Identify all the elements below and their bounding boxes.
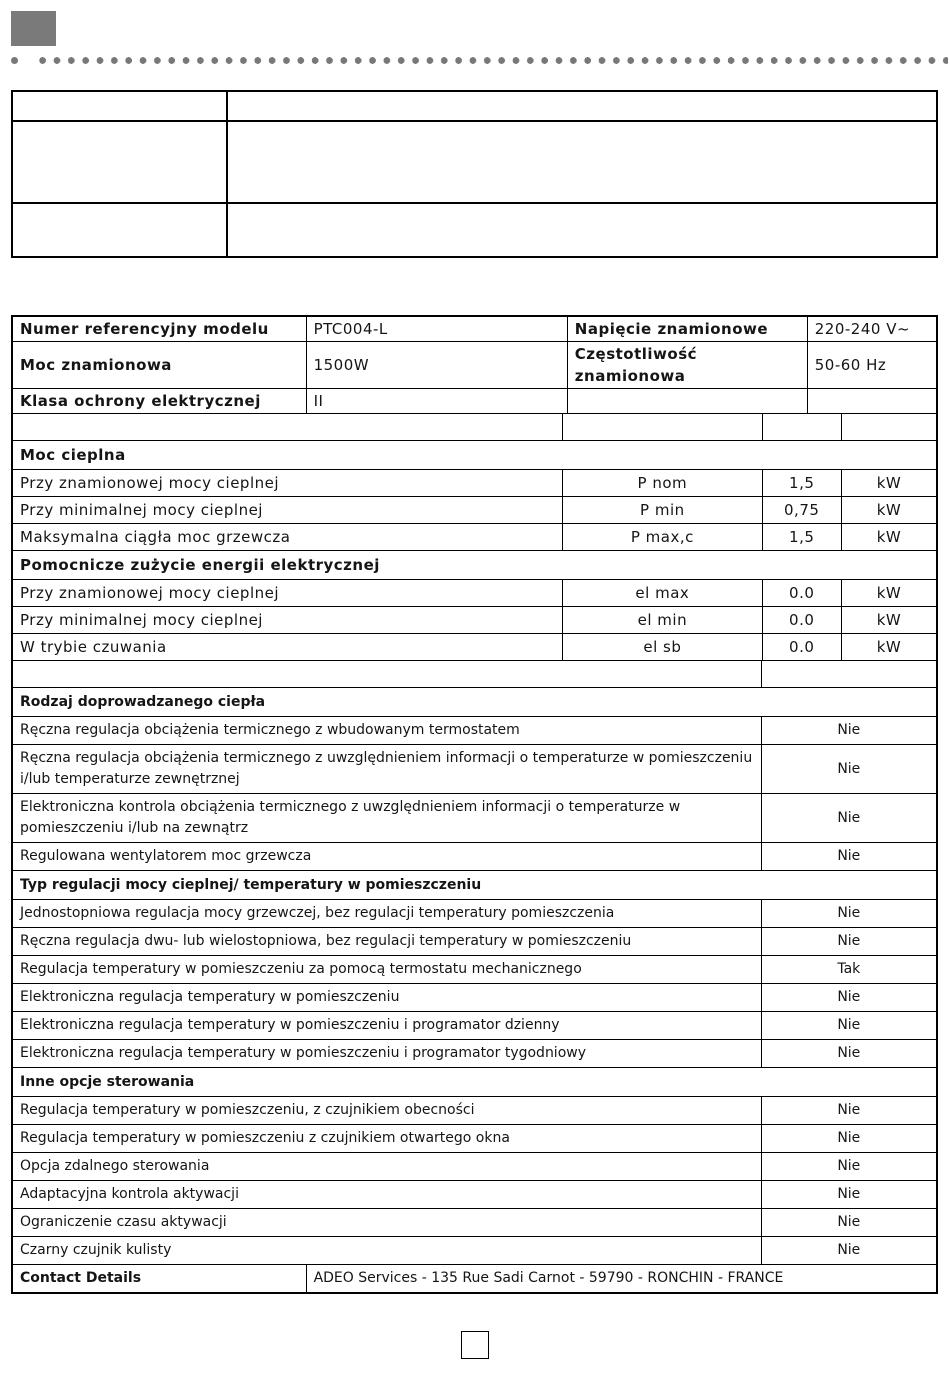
param-symbol-cell-text: P min <box>640 501 685 519</box>
section-header-cell <box>13 871 936 899</box>
feature-value-cell <box>761 1181 936 1208</box>
spec-row-bool <box>13 842 936 870</box>
spacer-cell <box>762 414 841 440</box>
section-header-cell-text: Rodzaj doprowadzanego ciepła <box>20 693 266 710</box>
notes-cell <box>13 92 228 120</box>
feature-label-cell <box>13 900 761 927</box>
spec-label-cell <box>567 389 807 413</box>
param-symbol-cell <box>562 634 761 660</box>
contact-label-cell <box>13 1265 306 1292</box>
section-header-cell <box>13 551 936 579</box>
spec-row-bool <box>13 716 936 744</box>
spec-row-head <box>13 317 936 341</box>
page-number-box <box>461 1331 489 1359</box>
param-unit-cell <box>841 634 936 660</box>
section-header-cell <box>13 688 936 716</box>
feature-label-cell <box>13 1097 761 1124</box>
spec-row-section <box>13 870 936 899</box>
param-symbol-cell <box>562 607 761 633</box>
feature-label-cell-text: Ograniczenie czasu aktywacji <box>20 1214 227 1230</box>
param-label-cell <box>13 580 562 606</box>
spec-row-bool <box>13 983 936 1011</box>
spec-table <box>11 315 938 1294</box>
spec-row-contact <box>13 1264 936 1292</box>
feature-value-cell-text: Nie <box>837 1102 861 1118</box>
param-value-cell <box>762 580 841 606</box>
spec-value-cell <box>807 317 936 341</box>
param-unit-cell-text: kW <box>876 474 902 492</box>
notes-row <box>13 120 936 202</box>
param-value-cell-text: 0.0 <box>789 611 815 629</box>
feature-value-cell-text: Nie <box>837 989 861 1005</box>
feature-label-cell-text: Ręczna regulacja obciążenia termicznego z uwzględnieniem informacji o temperaturze w pomieszczeniu i/lub temperaturze zewnętrznej <box>20 750 753 787</box>
param-label-cell-text: Przy znamionowej mocy cieplnej <box>20 584 280 602</box>
feature-value-cell-text: Nie <box>837 1214 861 1230</box>
param-value-cell <box>762 634 841 660</box>
feature-value-cell <box>761 928 936 955</box>
spec-value-cell-text: 50-60 Hz <box>814 356 887 374</box>
feature-value-cell-text: Nie <box>837 933 861 949</box>
notes-cell <box>228 92 936 120</box>
spacer-cell <box>761 661 936 687</box>
feature-label-cell <box>13 1237 761 1264</box>
param-symbol-cell-text: P nom <box>637 474 688 492</box>
param-value-cell <box>762 497 841 523</box>
feature-value-cell-text: Nie <box>837 1158 861 1174</box>
dotted-separator <box>11 57 948 65</box>
param-label-cell-text: Przy minimalnej mocy cieplnej <box>20 501 263 519</box>
param-label-cell <box>13 634 562 660</box>
param-value-cell-text: 1,5 <box>789 474 815 492</box>
spec-row-head <box>13 341 936 388</box>
param-symbol-cell-text: el sb <box>643 638 682 656</box>
spec-row-measure <box>13 579 936 606</box>
feature-value-cell-text: Nie <box>837 809 861 826</box>
feature-value-cell-text: Nie <box>837 848 861 864</box>
feature-value-cell-text: Nie <box>837 905 861 921</box>
section-header-cell-text: Moc cieplna <box>20 446 126 464</box>
feature-value-cell-text: Nie <box>837 760 861 777</box>
feature-value-cell <box>761 984 936 1011</box>
contact-value-cell-text: ADEO Services - 135 Rue Sadi Carnot - 59790 - RONCHIN - FRANCE <box>313 1270 784 1286</box>
contact-value-cell <box>306 1265 936 1292</box>
contact-label-cell-text: Contact Details <box>20 1270 142 1286</box>
param-unit-cell <box>841 607 936 633</box>
spec-row-bool <box>13 793 936 842</box>
spec-value-cell <box>306 389 567 413</box>
feature-value-cell-text: Nie <box>837 1186 861 1202</box>
spec-value-cell-text: II <box>313 392 324 410</box>
param-symbol-cell-text: el min <box>637 611 688 629</box>
spec-value-cell <box>306 317 567 341</box>
section-header-cell <box>13 441 936 469</box>
spec-row-spacer4 <box>13 413 936 440</box>
param-label-cell <box>13 470 562 496</box>
feature-label-cell-text: Elektroniczna kontrola obciążenia termicznego z uwzględnieniem informacji o temperaturze w pomieszczeniu i/lub na zewnątrz <box>20 799 681 836</box>
spec-row-bool <box>13 744 936 793</box>
spec-row-section <box>13 550 936 579</box>
spec-label-cell-text: Moc znamionowa <box>20 356 172 374</box>
feature-label-cell-text: Adaptacyjna kontrola aktywacji <box>20 1186 239 1202</box>
feature-label-cell <box>13 984 761 1011</box>
spec-row-bool <box>13 1039 936 1067</box>
spacer-cell <box>841 414 936 440</box>
param-symbol-cell <box>562 470 761 496</box>
spec-row-bool <box>13 1152 936 1180</box>
param-value-cell <box>762 607 841 633</box>
spec-row-section <box>13 687 936 716</box>
param-unit-cell-text: kW <box>876 584 902 602</box>
feature-label-cell <box>13 745 761 793</box>
spec-label-cell <box>13 342 306 388</box>
spec-label-cell <box>567 342 807 388</box>
feature-label-cell <box>13 1153 761 1180</box>
param-unit-cell-text: kW <box>876 528 902 546</box>
feature-value-cell <box>761 1237 936 1264</box>
feature-value-cell <box>761 745 936 793</box>
spec-row-spacer2 <box>13 660 936 687</box>
param-value-cell-text: 1,5 <box>789 528 815 546</box>
feature-value-cell <box>761 956 936 983</box>
param-unit-cell <box>841 470 936 496</box>
param-symbol-cell <box>562 580 761 606</box>
param-value-cell-text: 0,75 <box>784 501 820 519</box>
param-symbol-cell-text: el max <box>635 584 690 602</box>
param-label-cell-text: Maksymalna ciągła moc grzewcza <box>20 528 291 546</box>
feature-label-cell <box>13 956 761 983</box>
feature-value-cell-text: Nie <box>837 1017 861 1033</box>
spec-value-cell <box>807 389 936 413</box>
logo-placeholder-box <box>11 11 56 46</box>
spec-value-cell-text: PTC004-L <box>313 320 388 338</box>
param-unit-cell-text: kW <box>876 611 902 629</box>
param-symbol-cell <box>562 497 761 523</box>
spec-row-head <box>13 388 936 413</box>
notes-cell <box>228 204 936 256</box>
feature-value-cell <box>761 1153 936 1180</box>
feature-value-cell-text: Nie <box>837 1130 861 1146</box>
feature-label-cell <box>13 1181 761 1208</box>
section-header-cell <box>13 1068 936 1096</box>
feature-label-cell-text: Regulacja temperatury w pomieszczeniu, z czujnikiem obecności <box>20 1102 475 1118</box>
spec-label-cell-text: Częstotliwość znamionowa <box>574 345 698 385</box>
spec-row-bool <box>13 899 936 927</box>
spacer-cell <box>13 661 761 687</box>
spec-value-cell <box>306 342 567 388</box>
feature-label-cell <box>13 1209 761 1236</box>
feature-label-cell-text: Elektroniczna regulacja temperatury w pomieszczeniu <box>20 989 400 1005</box>
spec-row-section <box>13 440 936 469</box>
feature-label-cell-text: Czarny czujnik kulisty <box>20 1242 172 1258</box>
feature-value-cell <box>761 1125 936 1152</box>
param-label-cell-text: Przy znamionowej mocy cieplnej <box>20 474 280 492</box>
param-unit-cell <box>841 524 936 550</box>
param-unit-cell-text: kW <box>876 638 902 656</box>
feature-value-cell <box>761 717 936 744</box>
spec-row-measure <box>13 469 936 496</box>
spacer-cell <box>562 414 761 440</box>
spec-row-measure <box>13 633 936 660</box>
feature-label-cell <box>13 794 761 842</box>
feature-label-cell <box>13 717 761 744</box>
spec-value-cell <box>807 342 936 388</box>
spec-row-bool <box>13 1096 936 1124</box>
feature-label-cell <box>13 928 761 955</box>
spec-row-bool <box>13 1208 936 1236</box>
spec-row-measure <box>13 496 936 523</box>
spec-label-cell-text: Napięcie znamionowe <box>574 320 769 338</box>
feature-label-cell-text: Regulacja temperatury w pomieszczeniu z czujnikiem otwartego okna <box>20 1130 510 1146</box>
feature-value-cell <box>761 900 936 927</box>
feature-label-cell-text: Regulacja temperatury w pomieszczeniu za pomocą termostatu mechanicznego <box>20 961 582 977</box>
spec-row-section <box>13 1067 936 1096</box>
spec-label-cell <box>13 317 306 341</box>
notes-cell <box>228 122 936 202</box>
spacer-cell <box>13 414 562 440</box>
spec-row-measure <box>13 523 936 550</box>
feature-value-cell-text: Nie <box>837 1242 861 1258</box>
feature-label-cell-text: Jednostopniowa regulacja mocy grzewczej, bez regulacji temperatury pomieszczenia <box>20 905 615 921</box>
spec-value-cell-text: 1500W <box>313 356 370 374</box>
spec-row-bool <box>13 1124 936 1152</box>
spec-label-cell <box>13 389 306 413</box>
param-label-cell <box>13 607 562 633</box>
section-header-cell-text: Inne opcje sterowania <box>20 1073 195 1090</box>
spec-row-bool <box>13 927 936 955</box>
param-label-cell <box>13 524 562 550</box>
feature-value-cell-text: Nie <box>837 722 861 738</box>
section-header-cell-text: Typ regulacji mocy cieplnej/ temperatury w pomieszczeniu <box>20 876 482 893</box>
feature-label-cell-text: Ręczna regulacja obciążenia termicznego z wbudowanym termostatem <box>20 722 520 738</box>
feature-value-cell <box>761 1040 936 1067</box>
spec-row-bool <box>13 1011 936 1039</box>
feature-label-cell-text: Ręczna regulacja dwu- lub wielostopniowa, bez regulacji temperatury w pomieszczeniu <box>20 933 632 949</box>
feature-value-cell-text: Tak <box>837 961 861 977</box>
notes-row <box>13 92 936 120</box>
feature-label-cell <box>13 1125 761 1152</box>
feature-label-cell-text: Opcja zdalnego sterowania <box>20 1158 210 1174</box>
spec-row-measure <box>13 606 936 633</box>
feature-label-cell <box>13 1012 761 1039</box>
feature-label-cell-text: Elektroniczna regulacja temperatury w pomieszczeniu i programator tygodniowy <box>20 1045 587 1061</box>
notes-row <box>13 202 936 256</box>
dot-icon <box>11 57 18 64</box>
section-header-cell-text: Pomocnicze zużycie energii elektrycznej <box>20 556 380 574</box>
feature-label-cell <box>13 843 761 870</box>
dotted-line <box>39 57 948 64</box>
param-symbol-cell <box>562 524 761 550</box>
feature-value-cell <box>761 1209 936 1236</box>
spec-row-bool <box>13 1180 936 1208</box>
param-unit-cell-text: kW <box>876 501 902 519</box>
param-label-cell-text: W trybie czuwania <box>20 638 167 656</box>
param-label-cell <box>13 497 562 523</box>
param-value-cell-text: 0.0 <box>789 584 815 602</box>
notes-cell <box>13 204 228 256</box>
empty-notes-table <box>11 90 938 258</box>
param-label-cell-text: Przy minimalnej mocy cieplnej <box>20 611 263 629</box>
feature-value-cell <box>761 1012 936 1039</box>
feature-value-cell <box>761 1097 936 1124</box>
feature-value-cell <box>761 794 936 842</box>
spec-label-cell-text: Klasa ochrony elektrycznej <box>20 392 261 410</box>
param-value-cell <box>762 524 841 550</box>
feature-label-cell-text: Regulowana wentylatorem moc grzewcza <box>20 848 312 864</box>
spec-row-bool <box>13 955 936 983</box>
param-value-cell-text: 0.0 <box>789 638 815 656</box>
spec-value-cell-text: 220-240 V~ <box>814 320 911 338</box>
spec-label-cell-text: Numer referencyjny modelu <box>20 320 269 338</box>
feature-value-cell-text: Nie <box>837 1045 861 1061</box>
spec-row-bool <box>13 1236 936 1264</box>
notes-cell <box>13 122 228 202</box>
param-unit-cell <box>841 497 936 523</box>
param-value-cell <box>762 470 841 496</box>
param-unit-cell <box>841 580 936 606</box>
param-symbol-cell-text: P max,c <box>630 528 694 546</box>
spec-label-cell <box>567 317 807 341</box>
feature-label-cell <box>13 1040 761 1067</box>
feature-label-cell-text: Elektroniczna regulacja temperatury w pomieszczeniu i programator dzienny <box>20 1017 560 1033</box>
feature-value-cell <box>761 843 936 870</box>
